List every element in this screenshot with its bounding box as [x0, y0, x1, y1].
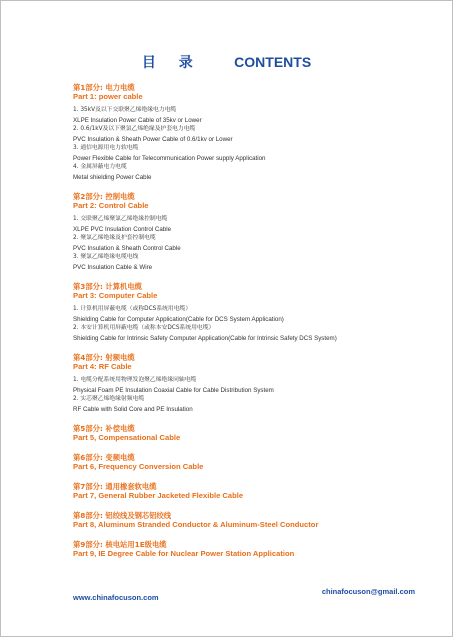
toc-section — [73, 482, 433, 501]
item-english: PVC Insulation & Sheath Control Cable — [73, 244, 181, 252]
section-title-chinese: 第9部分: 核电站用1E级电缆 — [73, 540, 167, 549]
section-title-english: Part 9, IE Degree Cable for Nuclear Power Station Application — [73, 549, 295, 558]
section-title-english: Part 5, Compensational Cable — [73, 433, 181, 442]
item-chinese: 1. 35kV及以下交联聚乙烯绝缘电力电缆 — [73, 107, 177, 113]
item-english: Physical Foam PE Insulation Coaxial Cable for Cable Distribution System — [73, 386, 274, 394]
item-english: PVC Insulation & Sheath Power Cable of 0.6/1kv or Lower — [73, 135, 233, 143]
item-english: PVC Insulation Cable & Wire — [73, 263, 153, 271]
section-title-chinese: 第6部分: 变频电缆 — [73, 453, 135, 462]
section-title-chinese: 第4部分: 射频电缆 — [73, 353, 135, 362]
table-of-contents — [73, 83, 433, 569]
title-english: CONTENTS — [234, 54, 312, 70]
item-english: Shielding Cable for Intrinsic Safety Computer Application(Cable for Intrinsic Safety DCS System) — [73, 334, 337, 342]
section-title-chinese: 第1部分: 电力电缆 — [73, 83, 135, 92]
section-title-chinese: 第3部分: 计算机电缆 — [73, 282, 142, 291]
item-english: Power Flexible Cable for Telecommunication Power supply Application — [73, 154, 266, 162]
toc-section — [73, 83, 433, 182]
title-chinese: 目 录 — [141, 55, 202, 71]
item-chinese: 2. 本安计算机用屏蔽电缆（或称本安DCS系统用电缆） — [73, 325, 215, 331]
section-title-english: Part 1: power cable — [73, 92, 143, 101]
item-chinese: 1. 电缆分配系统用物理发泡聚乙烯绝缘同轴电缆 — [73, 377, 197, 383]
section-title-english: Part 7, General Rubber Jacketed Flexible Cable — [73, 491, 244, 500]
item-english: XLPE PVC Insulation Control Cable — [73, 225, 172, 233]
section-title-english: Part 8, Aluminum Stranded Conductor & Aluminum-Steel Conductor — [73, 520, 319, 529]
item-chinese: 1. 计算机用屏蔽电缆（或称DCS系统用电缆） — [73, 306, 192, 312]
section-title-english: Part 2: Control Cable — [73, 201, 149, 210]
section-title-english: Part 3: Computer Cable — [73, 291, 158, 300]
page-header — [0, 52, 453, 72]
toc-section — [73, 540, 433, 559]
item-chinese: 2. 0.6/1kV及以下聚氯乙烯绝缘及护套电力电缆 — [73, 126, 196, 132]
section-item-list — [73, 215, 433, 272]
item-english: XLPE Insulation Power Cable of 35kv or Lower — [73, 116, 202, 124]
section-title-english: Part 4: RF Cable — [73, 362, 132, 371]
item-chinese: 2. 实芯聚乙烯绝缘射频电缆 — [73, 396, 145, 402]
toc-section — [73, 353, 433, 414]
item-chinese: 4. 金属屏蔽电力电缆 — [73, 164, 127, 170]
toc-section — [73, 511, 433, 530]
section-title-english: Part 6, Frequency Conversion Cable — [73, 462, 204, 471]
section-title-chinese: 第8部分: 铝绞线及钢芯铝绞线 — [73, 511, 172, 520]
section-title-chinese: 第7部分: 通用橡套软电缆 — [73, 482, 157, 491]
item-chinese: 1. 交联聚乙烯聚氯乙烯绝缘控制电缆 — [73, 216, 168, 222]
item-chinese: 3. 通信电源用电力软电缆 — [73, 145, 139, 151]
email-link[interactable]: chinafocuson@gmail.com — [321, 587, 415, 596]
section-title-chinese: 第2部分: 控制电缆 — [73, 192, 135, 201]
item-english: Shielding Cable for Computer Application(Cable for DCS System Application) — [73, 315, 284, 323]
item-english: Metal shielding Power Cable — [73, 173, 152, 181]
website-link[interactable]: www.chinafocuson.com — [73, 593, 159, 602]
toc-section — [73, 453, 433, 472]
toc-section — [73, 192, 433, 272]
toc-section — [73, 424, 433, 443]
toc-section — [73, 282, 433, 343]
item-chinese: 3. 聚氯乙烯绝缘电缆电线 — [73, 254, 139, 260]
item-english: RF Cable with Solid Core and PE Insulation — [73, 405, 193, 413]
footer — [73, 587, 415, 605]
section-title-chinese: 第5部分: 补偿电缆 — [73, 424, 135, 433]
item-chinese: 2. 聚氯乙烯绝缘及护套控制电缆 — [73, 235, 156, 241]
section-item-list — [73, 106, 433, 182]
section-item-list — [73, 376, 433, 414]
section-item-list — [73, 305, 433, 343]
